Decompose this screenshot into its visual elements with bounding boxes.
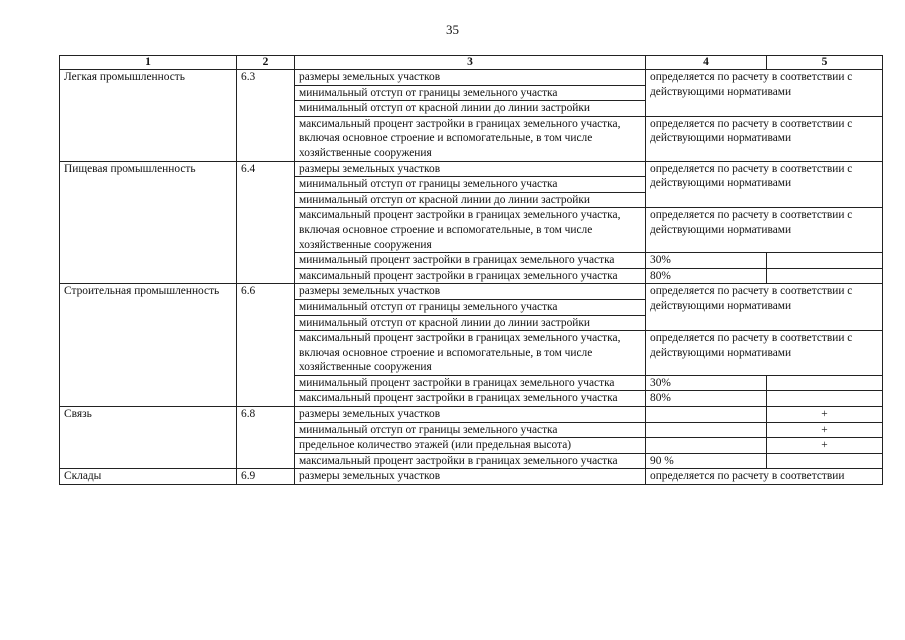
- value-cell: определяется по расчету в соответствии: [646, 469, 883, 485]
- use-name-food: Пищевая промышленность: [60, 161, 237, 284]
- value-cell-empty: [646, 438, 767, 454]
- header-col-1: 1: [60, 56, 237, 70]
- value-cell: определяется по расчету в соответствии с действующими нормативами: [646, 161, 883, 208]
- value-cell: определяется по расчету в соответствии с действующими нормативами: [646, 208, 883, 253]
- param-cell: минимальный отступ от границы земельного участка: [295, 422, 646, 438]
- header-col-4: 4: [646, 56, 767, 70]
- use-code-storage: 6.9: [237, 469, 295, 485]
- param-cell: размеры земельных участков: [295, 70, 646, 86]
- param-cell: размеры земельных участков: [295, 161, 646, 177]
- use-code-comm: 6.8: [237, 407, 295, 469]
- value-cell: 80%: [646, 391, 767, 407]
- param-cell: предельное количество этажей (или предельная высота): [295, 438, 646, 454]
- param-cell: размеры земельных участков: [295, 407, 646, 423]
- param-cell: минимальный процент застройки в границах земельного участка: [295, 253, 646, 269]
- value-cell: 30%: [646, 375, 767, 391]
- value-cell-empty: [767, 253, 883, 269]
- header-col-5: 5: [767, 56, 883, 70]
- page-number: 35: [446, 22, 459, 37]
- plus-mark: +: [767, 407, 883, 423]
- table-row: [60, 469, 883, 485]
- value-cell: определяется по расчету в соответствии с действующими нормативами: [646, 70, 883, 117]
- value-cell-empty: [646, 407, 767, 423]
- use-name-light: Легкая промышленность: [60, 70, 237, 162]
- param-cell: максимальный процент застройки в границах земельного участка: [295, 268, 646, 284]
- param-cell: максимальный процент застройки в границах земельного участка, включая основное строение и вспомогательные, в том числе хозяйственные сооружения: [295, 116, 646, 161]
- value-cell-empty: [767, 391, 883, 407]
- table-row: [60, 407, 883, 423]
- table-row: [60, 70, 883, 86]
- use-name-comm: Связь: [60, 407, 237, 469]
- param-cell: максимальный процент застройки в границах земельного участка, включая основное строение и вспомогательные, в том числе хозяйственные сооружения: [295, 208, 646, 253]
- value-cell-empty: [767, 268, 883, 284]
- param-cell: минимальный отступ от границы земельного участка: [295, 177, 646, 193]
- value-cell: определяется по расчету в соответствии с действующими нормативами: [646, 116, 883, 161]
- table-row: [60, 284, 883, 300]
- param-cell: максимальный процент застройки в границах земельного участка, включая основное строение и вспомогательные, в том числе хозяйственные сооружения: [295, 331, 646, 376]
- param-cell: размеры земельных участков: [295, 284, 646, 300]
- param-cell: минимальный отступ от красной линии до линии застройки: [295, 101, 646, 117]
- table-row: [60, 161, 883, 177]
- param-cell: минимальный отступ от красной линии до линии застройки: [295, 315, 646, 331]
- value-cell: 80%: [646, 268, 767, 284]
- use-code-light: 6.3: [237, 70, 295, 162]
- use-name-storage: Склады: [60, 469, 237, 485]
- param-cell: минимальный отступ от границы земельного участка: [295, 299, 646, 315]
- value-cell-empty: [767, 453, 883, 469]
- value-cell-empty: [767, 375, 883, 391]
- header-col-3: 3: [295, 56, 646, 70]
- value-cell: определяется по расчету в соответствии с действующими нормативами: [646, 284, 883, 331]
- param-cell: минимальный отступ от границы земельного участка: [295, 85, 646, 101]
- use-code-construction: 6.6: [237, 284, 295, 407]
- value-cell: 30%: [646, 253, 767, 269]
- use-name-construction: Строительная промышленность: [60, 284, 237, 407]
- plus-mark: +: [767, 438, 883, 454]
- param-cell: максимальный процент застройки в границах земельного участка: [295, 453, 646, 469]
- param-cell: размеры земельных участков: [295, 469, 646, 485]
- header-col-2: 2: [237, 56, 295, 70]
- header-row: [60, 56, 883, 70]
- param-cell: максимальный процент застройки в границах земельного участка: [295, 391, 646, 407]
- value-cell-empty: [646, 422, 767, 438]
- param-cell: минимальный отступ от красной линии до линии застройки: [295, 192, 646, 208]
- regulations-table: [59, 55, 883, 485]
- value-cell: определяется по расчету в соответствии с действующими нормативами: [646, 331, 883, 376]
- value-cell: 90 %: [646, 453, 767, 469]
- param-cell: минимальный процент застройки в границах земельного участка: [295, 375, 646, 391]
- plus-mark: +: [767, 422, 883, 438]
- use-code-food: 6.4: [237, 161, 295, 284]
